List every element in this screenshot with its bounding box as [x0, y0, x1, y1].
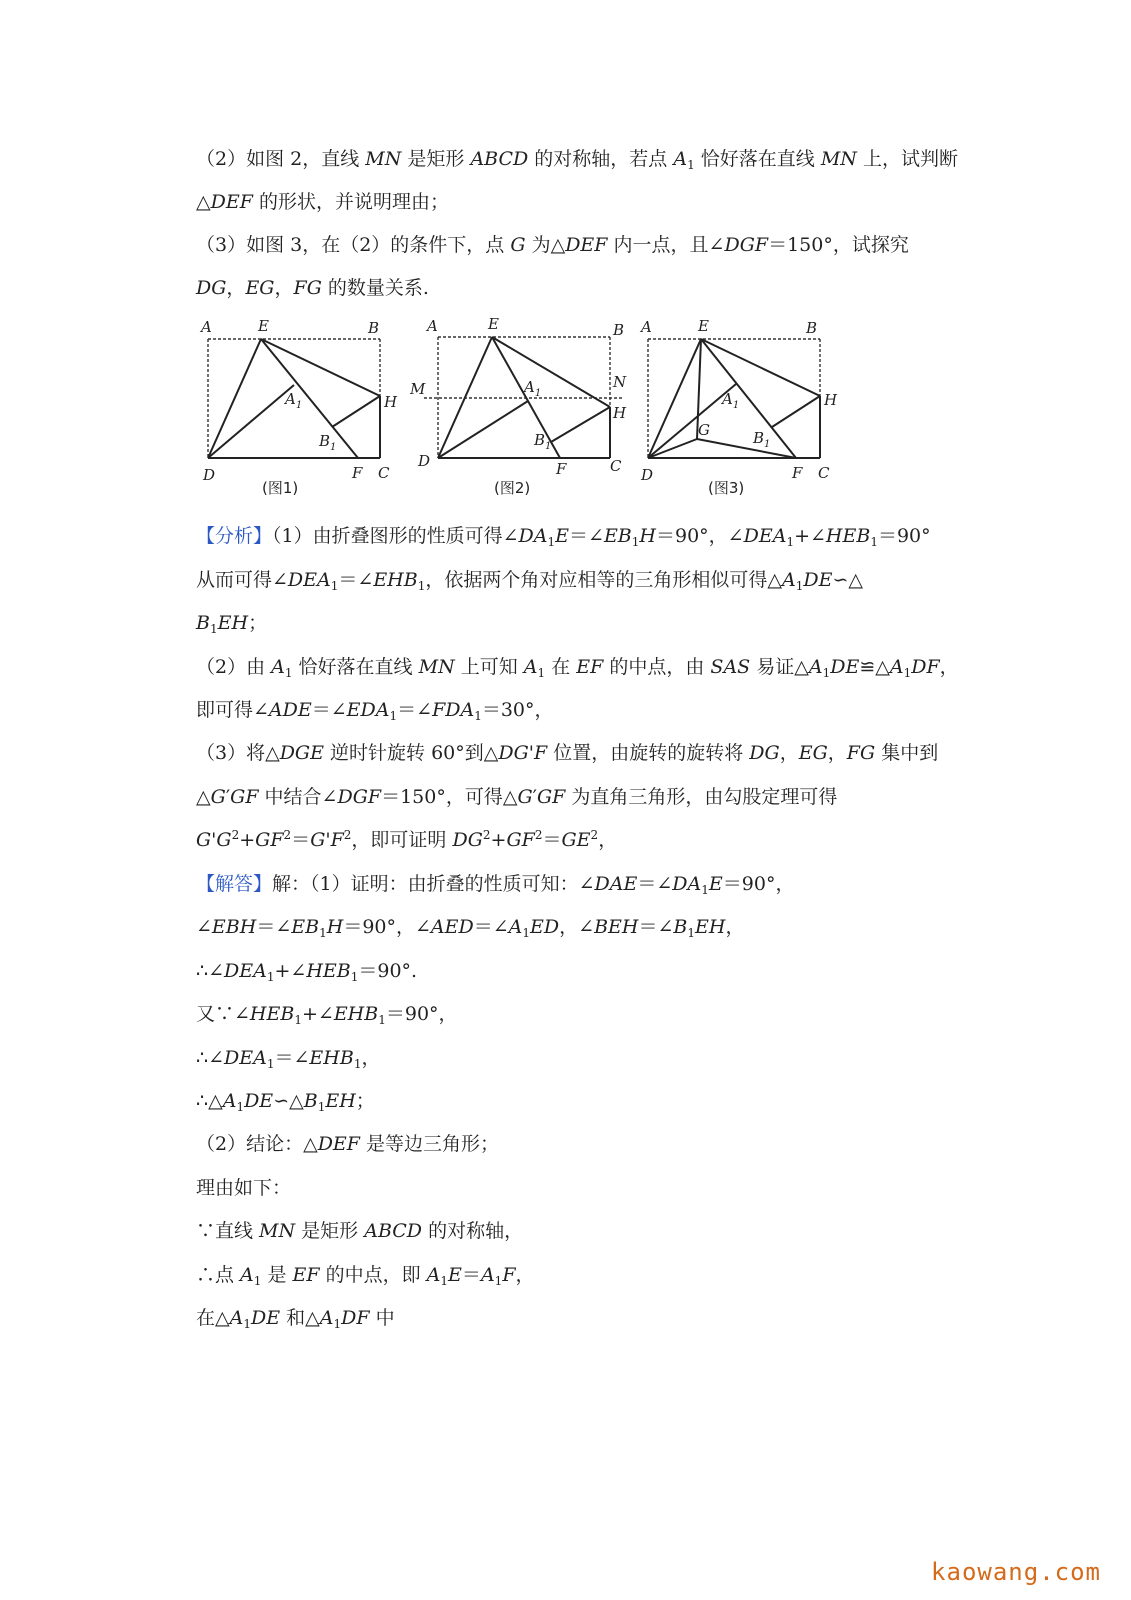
label-B1: $B_1$	[753, 429, 771, 450]
label-G: G	[698, 421, 710, 439]
solution-line-1	[196, 871, 794, 897]
label-E: E	[258, 317, 269, 335]
solution-line-10: ∴点 $A_1$ 是 EF 的中点，即 $A_1E=A_1F$，	[196, 1264, 535, 1288]
label-H: H	[384, 393, 398, 411]
question-3-line-1: （3）如图 3，在（2）的条件下，点 G 为△DEF 内一点，且∠DGF＝150°，试探究	[196, 234, 909, 256]
label-A: A	[201, 318, 212, 336]
label-F: F	[792, 464, 803, 482]
solution-line-6: $\therefore\triangle A_1DE∽\triangle B_1EH$；	[196, 1090, 375, 1114]
figure-2	[410, 312, 644, 512]
label-B: B	[613, 321, 625, 339]
label-A1: $A_1$	[524, 378, 542, 399]
analysis-line-2: 从而可得$\angle DEA_1=\angle EHB_1$，依据两个角对应相等的三角形相似可得$\triangle A_1DE∽\triangle$	[196, 569, 864, 593]
question-2-line-1: （2）如图 2，直线 MN 是矩形 ABCD 的对称轴，若点 $A_1$ 恰好落在直线 MN 上，试判断	[196, 148, 958, 172]
question-2-line-2: △DEF 的形状，并说明理由；	[196, 191, 449, 213]
label-D: D	[418, 452, 431, 470]
analysis-line-8: $G'G^2+GF^2=G'F^2$，即可证明 $DG^2+GF^2=GE^2$，	[196, 828, 618, 851]
label-D: D	[203, 466, 216, 484]
solution-line-2: $\angle EBH=\angle EB_1H=90^\circ$，$\angle AED=\angle A_1ED$，$\angle BEH=\angle B_1EH$，	[196, 916, 745, 940]
label-B: B	[806, 319, 818, 337]
label-A: A	[641, 318, 652, 336]
label-F: F	[352, 464, 363, 482]
label-E: E	[698, 317, 709, 335]
label-M: M	[410, 380, 426, 398]
watermark: kaowang.com	[931, 1558, 1101, 1586]
figure-1-diagram	[196, 312, 396, 512]
label-E: E	[488, 315, 499, 333]
figures-row	[196, 312, 856, 512]
analysis-line-5: 即可得$\angle ADE=\angle EDA_1=\angle FDA_1=30^\circ$，	[196, 699, 554, 723]
label-H: H	[824, 391, 838, 409]
label-B1: $B_1$	[319, 432, 337, 453]
solution-line-11: 在$\triangle A_1DE$ 和$\triangle A_1DF$ 中	[196, 1307, 395, 1331]
label-B1: $B_1$	[534, 431, 552, 452]
solution-line-9: ∵直线 MN 是矩形 ABCD 的对称轴，	[196, 1220, 524, 1242]
analysis-line-1	[196, 523, 931, 549]
label-A: A	[427, 317, 438, 335]
solution-tag: 【解答】	[196, 873, 273, 895]
solution-line-4: 又$\because\angle HEB_1+\angle EHB_1=90^\circ$，	[196, 1003, 458, 1027]
question-3-line-2: DG，EG，FG 的数量关系.	[196, 277, 429, 299]
label-C: C	[818, 464, 830, 482]
figure-2-caption: (图2)	[494, 479, 531, 497]
analysis-line-4: （2）由 $A_1$ 恰好落在直线 MN 上可知 $A_1$ 在 EF 的中点，由 SAS 易证$\triangle A_1DE≌\triangle A_1DF$，	[196, 656, 959, 680]
solution-text-1: 解：（1）证明：由折叠的性质可知：$\angle DAE=\angle DA_1E=90^\circ$，	[272, 873, 795, 897]
solution-line-5: $\therefore\angle DEA_1=\angle EHB_1$，	[196, 1047, 381, 1071]
label-A1: $A_1$	[722, 390, 740, 411]
label-H: H	[613, 404, 627, 422]
analysis-line-3: $B_1EH$；	[196, 612, 268, 636]
analysis-line-6: （3）将△DGE 逆时针旋转 60°到△DG'F 位置，由旋转的旋转将 DG，EG，FG 集中到	[196, 742, 939, 764]
analysis-line-7: △G′GF 中结合∠DGF＝150°，可得△G′GF 为直角三角形，由勾股定理可得	[196, 786, 838, 808]
figure-3	[642, 312, 862, 512]
figure-2-diagram	[410, 312, 634, 512]
label-D: D	[641, 466, 654, 484]
analysis-text-1: （1）由折叠图形的性质可得$\angle DA_1E=\angle EB_1H=90^\circ$，$\angle DEA_1+\angle HEB_1=90^\circ$	[272, 525, 931, 549]
label-N: N	[613, 373, 627, 391]
solution-line-7: （2）结论：△DEF 是等边三角形；	[196, 1133, 500, 1155]
label-B: B	[368, 319, 380, 337]
solution-line-3: $\therefore\angle DEA_1+\angle HEB_1=90^\circ$.	[196, 960, 418, 984]
analysis-tag: 【分析】	[196, 525, 273, 547]
label-A1: $A_1$	[285, 390, 303, 411]
figure-1	[196, 312, 416, 512]
figure-3-caption: (图3)	[708, 479, 745, 497]
figure-1-caption: (图1)	[262, 479, 299, 497]
solution-line-8: 理由如下：	[196, 1177, 292, 1199]
label-F: F	[556, 460, 567, 478]
label-C: C	[610, 457, 622, 475]
figure-3-diagram	[642, 312, 852, 512]
label-C: C	[378, 464, 390, 482]
